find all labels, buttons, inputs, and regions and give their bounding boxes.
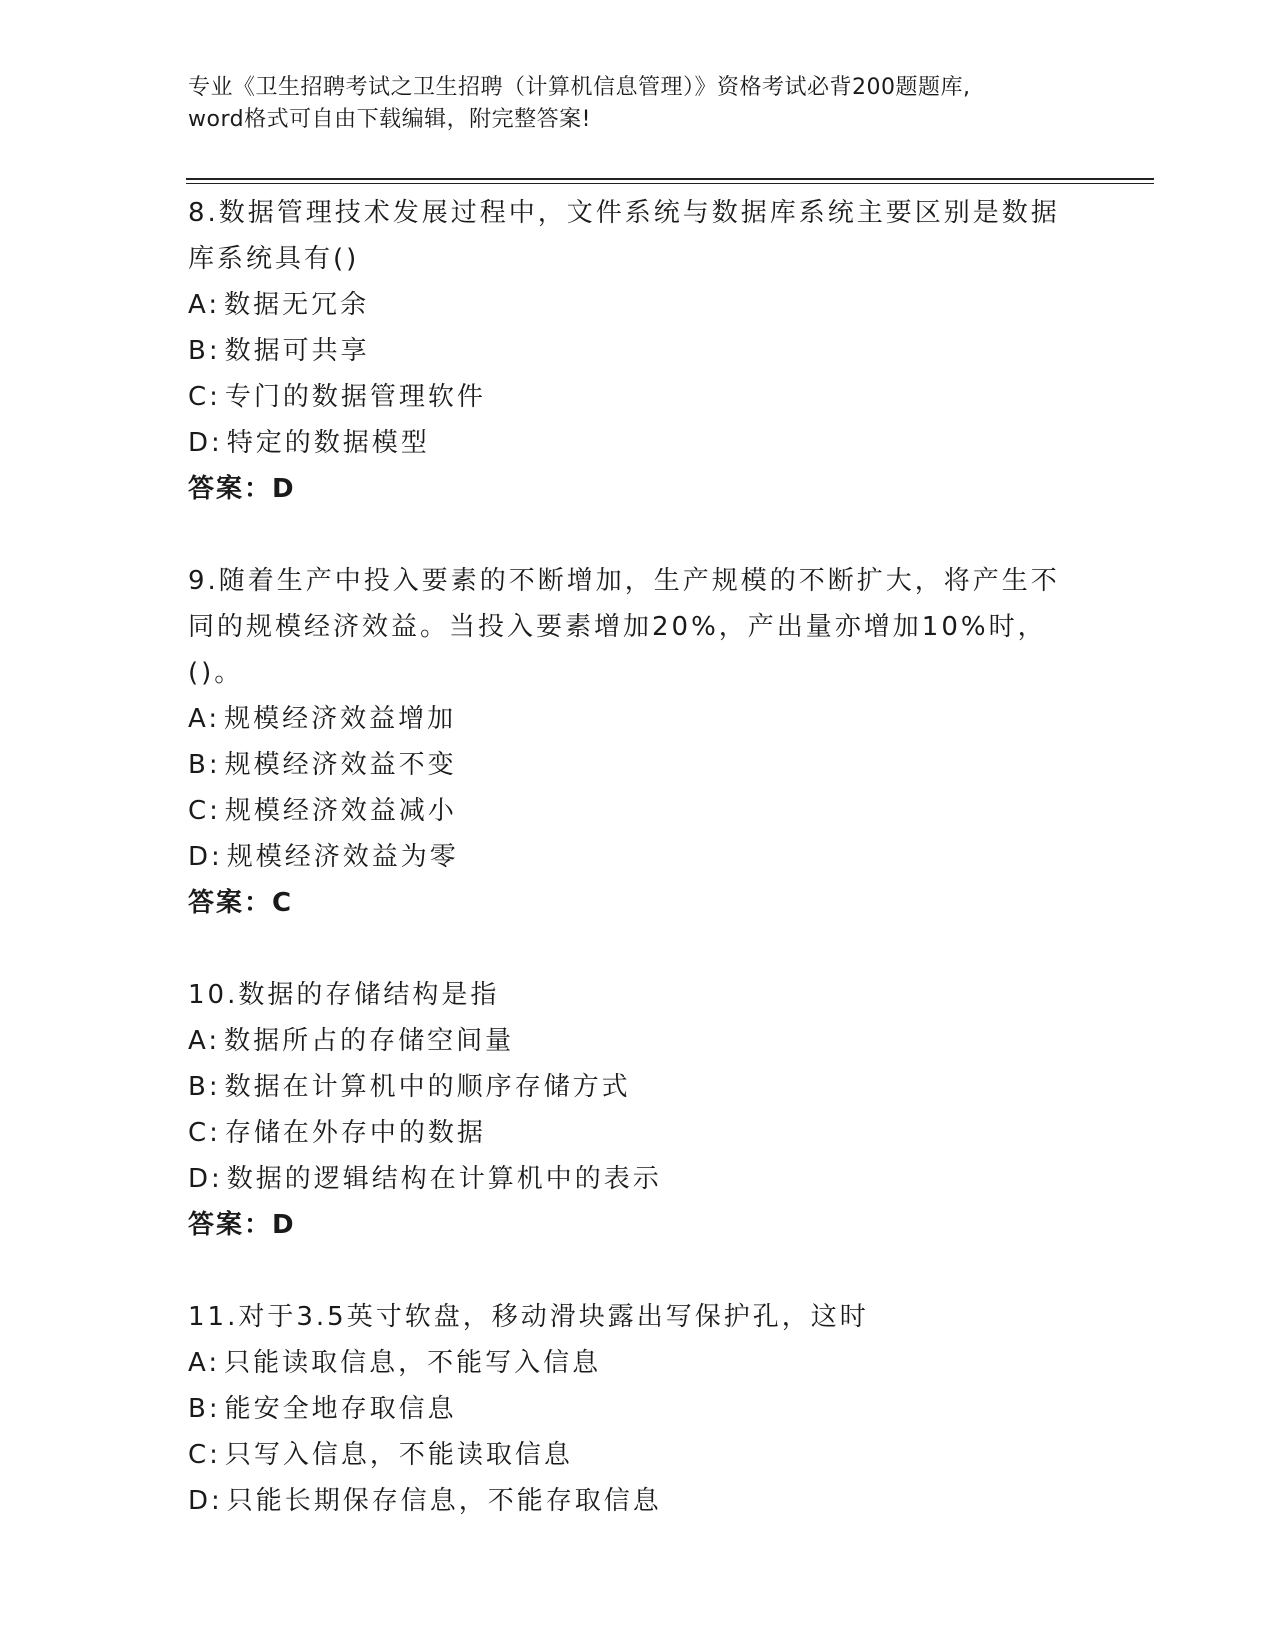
option-text: 能安全地存取信息 [224,1394,457,1424]
option-label: A: [188,704,221,734]
option-text: 数据的逻辑结构在计算机中的表示 [226,1164,662,1194]
option-text: 只能长期保存信息，不能存取信息 [226,1486,662,1516]
option-a [188,1018,1088,1064]
option-label: B: [188,750,221,780]
option-c [188,374,1088,420]
option-b [188,328,1088,374]
answer-line [188,1202,1088,1248]
option-text: 数据无冗余 [224,290,370,320]
question-text: 10.数据的存储结构是指 [188,980,500,1010]
option-d [188,834,1088,880]
option-text: 规模经济效益不变 [224,750,457,780]
option-b [188,742,1088,788]
option-label: C: [188,382,221,412]
question-text: 8.数据管理技术发展过程中，文件系统与数据库系统主要区别是数据库系统具有() [188,198,1060,274]
option-text: 专门的数据管理软件 [224,382,486,412]
question-block-9 [188,558,1088,926]
option-label: D: [188,428,223,458]
header-line-1: 专业《卫生招聘考试之卫生招聘（计算机信息管理）》资格考试必背200题题库, [188,75,971,100]
question-text: 9.随着生产中投入要素的不断增加，生产规模的不断扩大，将产生不同的规模经济效益。当投入要素增加20%，产出量亦增加10%时，()。 [188,566,1060,688]
answer-value: D [272,474,296,504]
question-block-11 [188,1294,1088,1524]
question-block-8 [188,190,1088,512]
answer-value: C [272,888,294,918]
option-label: A: [188,1026,221,1056]
option-label: A: [188,1348,221,1378]
option-text: 规模经济效益增加 [224,704,457,734]
option-text: 只能读取信息，不能写入信息 [224,1348,602,1378]
option-label: B: [188,336,221,366]
answer-label: 答案： [188,474,273,504]
option-label: A: [188,290,221,320]
question-text: 11.对于3.5英寸软盘，移动滑块露出写保护孔，这时 [188,1302,869,1332]
option-text: 只写入信息，不能读取信息 [224,1440,573,1470]
option-label: D: [188,842,223,872]
option-a [188,696,1088,742]
option-c [188,1432,1088,1478]
answer-label: 答案： [188,1210,273,1240]
option-d [188,420,1088,466]
option-text: 特定的数据模型 [226,428,430,458]
header-divider-thick [186,178,1154,180]
option-b [188,1064,1088,1110]
answer-line [188,466,1088,512]
option-c [188,1110,1088,1156]
answer-line [188,880,1088,926]
option-d [188,1156,1088,1202]
option-label: C: [188,1118,221,1148]
header-divider-thin [186,183,1154,184]
option-text: 数据所占的存储空间量 [224,1026,515,1056]
option-text: 数据可共享 [224,336,370,366]
header-line-2: word格式可自由下载编辑，附完整答案! [188,107,591,132]
option-b [188,1386,1088,1432]
option-d [188,1478,1088,1524]
option-text: 规模经济效益为零 [226,842,459,872]
option-text: 存储在外存中的数据 [224,1118,486,1148]
option-label: C: [188,796,221,826]
answer-label: 答案： [188,888,273,918]
option-c [188,788,1088,834]
option-label: D: [188,1486,223,1516]
option-text: 规模经济效益减小 [224,796,457,826]
option-text: 数据在计算机中的顺序存储方式 [224,1072,631,1102]
question-list [188,190,1088,1524]
answer-value: D [272,1210,296,1240]
document-header [188,72,1088,136]
question-block-10 [188,972,1088,1248]
option-a [188,282,1088,328]
option-a [188,1340,1088,1386]
option-label: C: [188,1440,221,1470]
option-label: B: [188,1072,221,1102]
option-label: B: [188,1394,221,1424]
option-label: D: [188,1164,223,1194]
